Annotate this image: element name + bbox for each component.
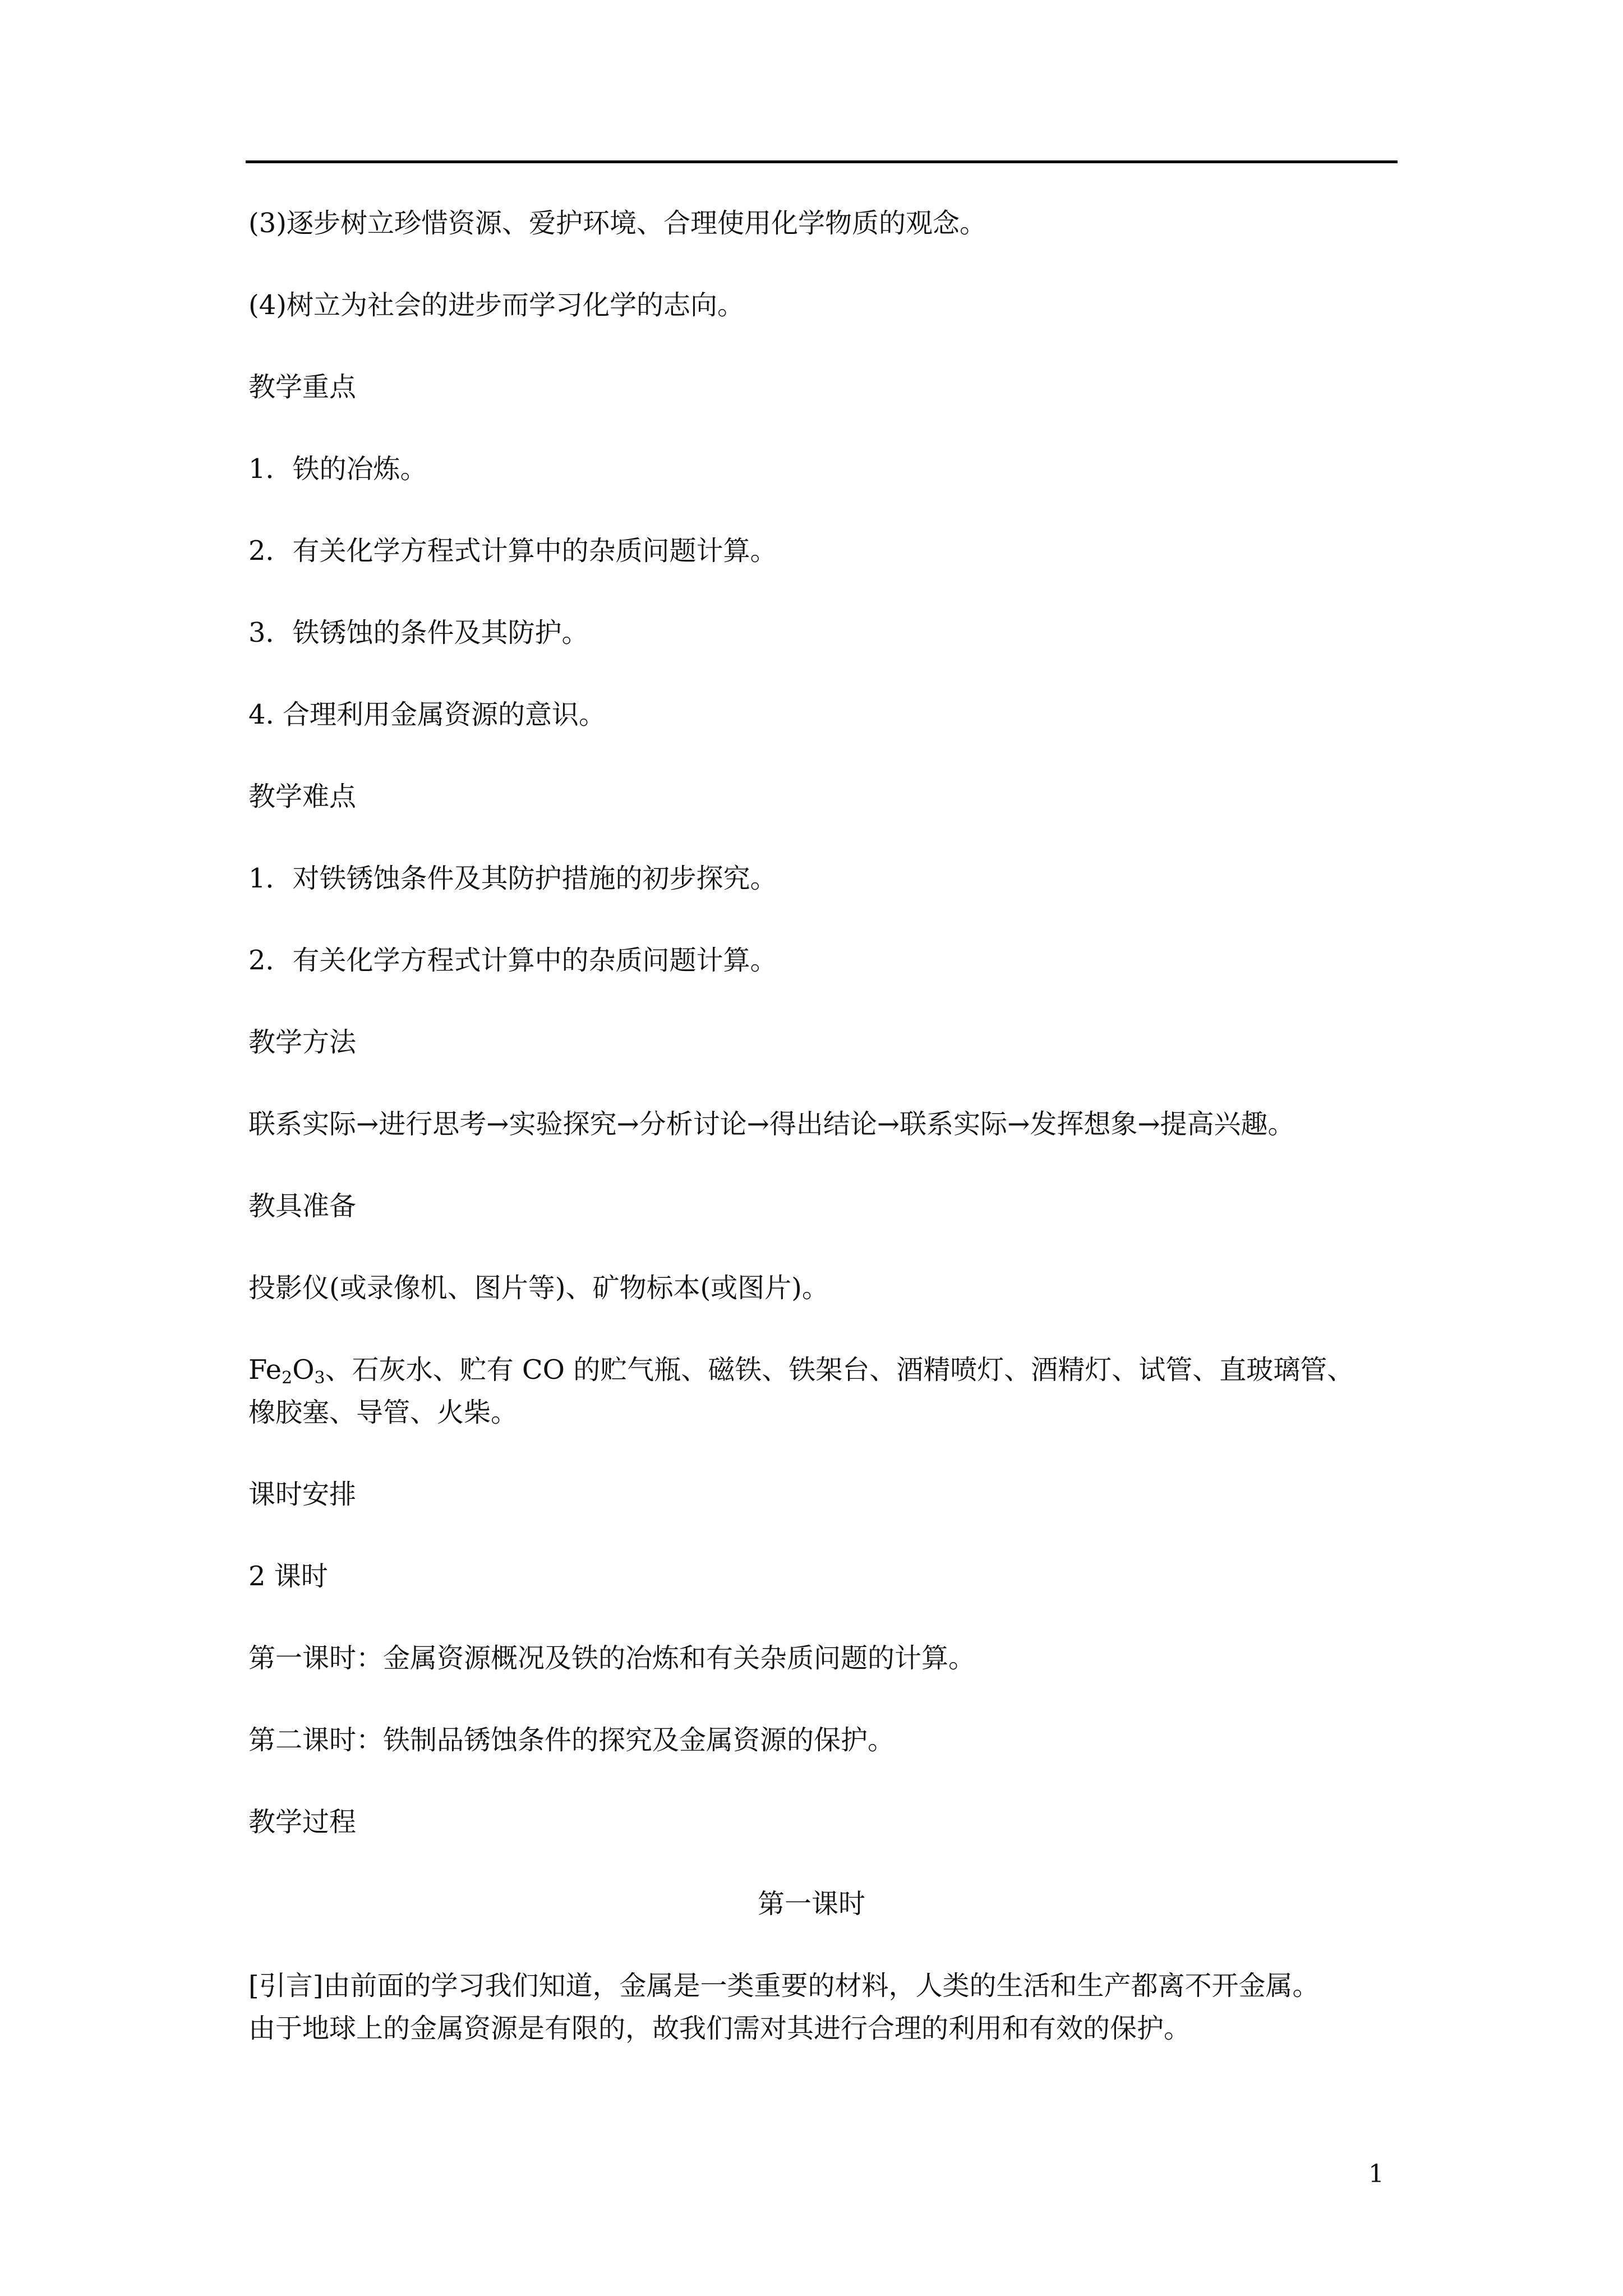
- intro-line-2: 由于地球上的金属资源是有限的，故我们需对其进行合理的利用和有效的保护。: [248, 2013, 1191, 2044]
- key-point-3: 3．铁锈蚀的条件及其防护。: [248, 617, 589, 648]
- materials-line-2-rest: 、石灰水、贮有 CO 的贮气瓶、磁铁、铁架台、酒精喷灯、酒精灯、试管、直玻璃管、: [325, 1354, 1354, 1386]
- intro-line-1: [引言]由前面的学习我们知道，金属是一类重要的材料，人类的生活和生产都离不开金属。: [248, 1970, 1320, 2001]
- difficulties-heading: 教学难点: [248, 781, 357, 812]
- formula-subscript-2: 2: [282, 1368, 293, 1388]
- schedule-total: 2 课时: [248, 1561, 328, 1592]
- page-number: 1: [1368, 2160, 1384, 2188]
- process-heading: 教学过程: [248, 1806, 357, 1838]
- methods-text: 联系实际→进行思考→实验探究→分析讨论→得出结论→联系实际→发挥想象→提高兴趣。: [248, 1108, 1295, 1140]
- key-point-2: 2．有关化学方程式计算中的杂质问题计算。: [248, 535, 777, 567]
- key-point-4: 4. 合理利用金属资源的意识。: [248, 699, 606, 730]
- key-point-1: 1．铁的冶炼。: [248, 453, 427, 485]
- formula-fe: Fe: [248, 1354, 282, 1386]
- lesson-title: 第一课时: [757, 1888, 865, 1920]
- schedule-first-lesson: 第一课时：金属资源概况及铁的冶炼和有关杂质问题的计算。: [248, 1642, 976, 1674]
- difficulty-1: 1．对铁锈蚀条件及其防护措施的初步探究。: [248, 863, 777, 894]
- key-points-heading: 教学重点: [248, 371, 357, 403]
- schedule-heading: 课时安排: [248, 1479, 357, 1510]
- materials-line-3: 橡胶塞、导管、火柴。: [248, 1397, 518, 1428]
- schedule-second-lesson: 第二课时：铁制品锈蚀条件的探究及金属资源的保护。: [248, 1724, 895, 1756]
- methods-heading: 教学方法: [248, 1027, 357, 1058]
- materials-line-2: [248, 1353, 1354, 1387]
- formula-subscript-3: 3: [314, 1368, 325, 1388]
- formula-o: O: [292, 1354, 315, 1386]
- objective-3: (3)逐步树立珍惜资源、爱护环境、合理使用化学物质的观念。: [248, 208, 986, 239]
- objective-4: (4)树立为社会的进步而学习化学的志向。: [248, 289, 744, 321]
- materials-heading: 教具准备: [248, 1190, 357, 1222]
- header-rule: [246, 160, 1398, 163]
- materials-line-1: 投影仪(或录像机、图片等)、矿物标本(或图片)。: [248, 1272, 829, 1304]
- difficulty-2: 2．有关化学方程式计算中的杂质问题计算。: [248, 945, 777, 976]
